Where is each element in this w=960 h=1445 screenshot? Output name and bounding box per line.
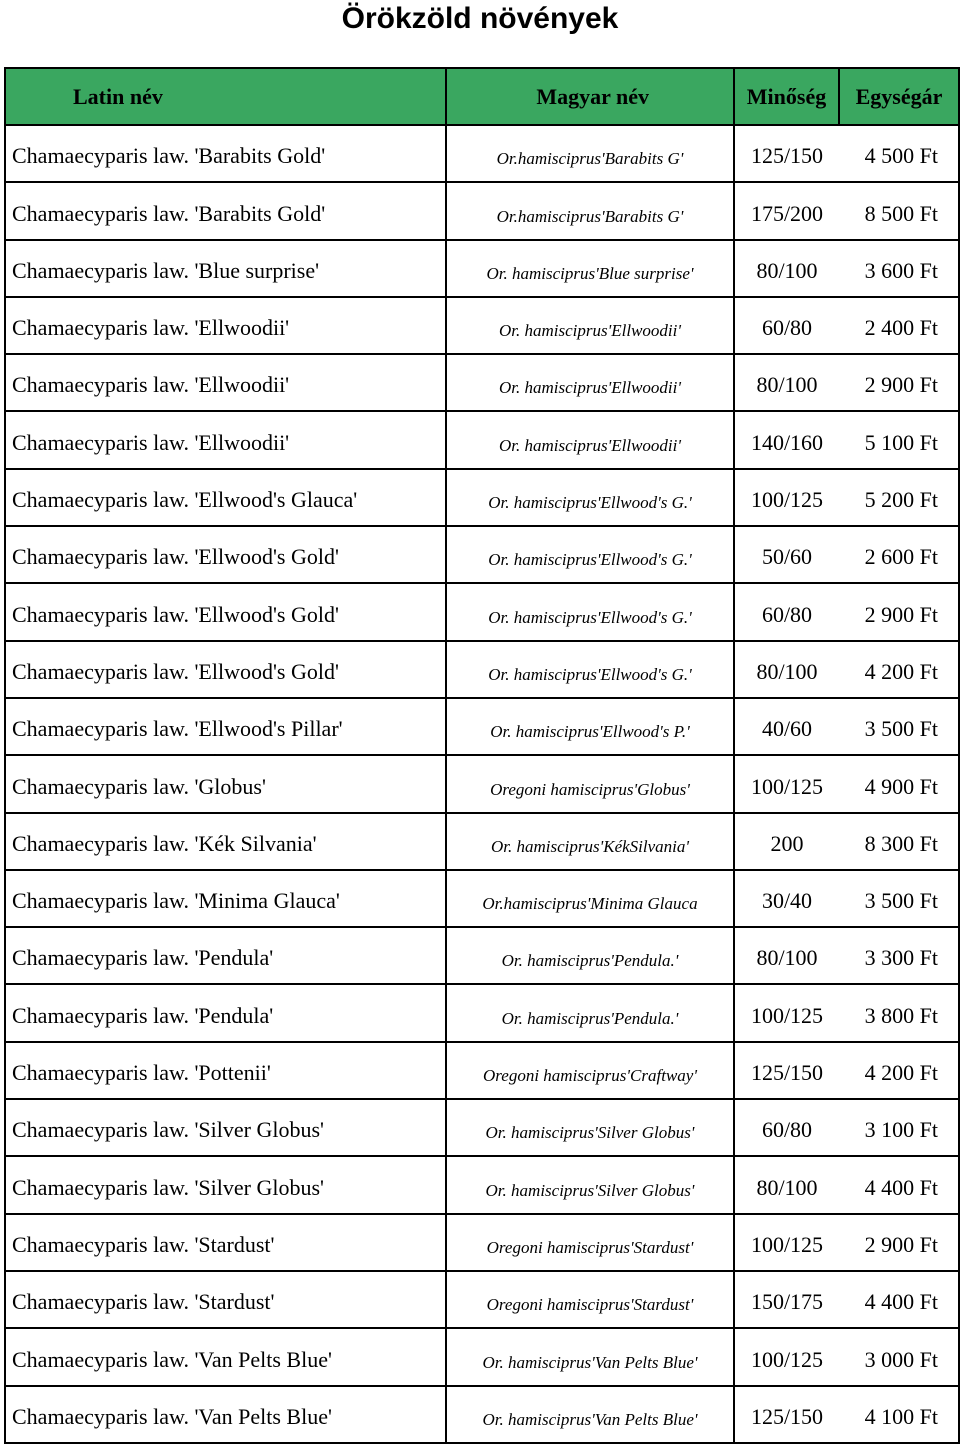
quality-cell: 80/100: [734, 240, 839, 297]
header-quality: Minőség: [734, 68, 839, 125]
latin-name-cell: Chamaecyparis law. 'Ellwood's Glauca': [5, 469, 446, 526]
hungarian-name-cell: Or. hamisciprus'Pendula.': [446, 984, 734, 1041]
hungarian-name-cell: Or. hamisciprus'Ellwoodii': [446, 411, 734, 468]
quality-cell: 100/125: [734, 1214, 839, 1271]
quality-cell: 175/200: [734, 182, 839, 239]
latin-name-cell: Chamaecyparis law. 'Ellwoodii': [5, 411, 446, 468]
hungarian-name-cell: Or. hamisciprus'KékSilvania': [446, 813, 734, 870]
hungarian-name-cell: Or.hamisciprus'Barabits G': [446, 182, 734, 239]
header-hungarian-name: Magyar név: [446, 68, 734, 125]
latin-name-cell: Chamaecyparis law. 'Ellwood's Pillar': [5, 698, 446, 755]
quality-cell: 40/60: [734, 698, 839, 755]
unit-price-cell: 3 500 Ft: [839, 698, 959, 755]
quality-cell: 50/60: [734, 526, 839, 583]
quality-cell: 125/150: [734, 1042, 839, 1099]
table-row: [5, 526, 959, 583]
latin-name-cell: Chamaecyparis law. 'Blue surprise': [5, 240, 446, 297]
table-row: [5, 755, 959, 812]
hungarian-name-cell: Or.hamisciprus'Minima Glauca: [446, 870, 734, 927]
quality-cell: 150/175: [734, 1271, 839, 1328]
hungarian-name-cell: Or. hamisciprus'Van Pelts Blue': [446, 1386, 734, 1443]
unit-price-cell: 4 200 Ft: [839, 1042, 959, 1099]
table-row: [5, 1099, 959, 1156]
hungarian-name-cell: Or. hamisciprus'Silver Globus': [446, 1099, 734, 1156]
hungarian-name-cell: Or. hamisciprus'Blue surprise': [446, 240, 734, 297]
hungarian-name-cell: Oregoni hamisciprus'Stardust': [446, 1271, 734, 1328]
table-row: [5, 1156, 959, 1213]
table-row: [5, 583, 959, 640]
latin-name-cell: Chamaecyparis law. 'Kék Silvania': [5, 813, 446, 870]
hungarian-name-cell: Or. hamisciprus'Pendula.': [446, 927, 734, 984]
latin-name-cell: Chamaecyparis law. 'Van Pelts Blue': [5, 1386, 446, 1443]
unit-price-cell: 8 500 Ft: [839, 182, 959, 239]
quality-cell: 80/100: [734, 927, 839, 984]
quality-cell: 60/80: [734, 297, 839, 354]
unit-price-cell: 4 400 Ft: [839, 1271, 959, 1328]
table-row: [5, 182, 959, 239]
quality-cell: 60/80: [734, 1099, 839, 1156]
latin-name-cell: Chamaecyparis law. 'Globus': [5, 755, 446, 812]
latin-name-cell: Chamaecyparis law. 'Ellwood's Gold': [5, 526, 446, 583]
latin-name-cell: Chamaecyparis law. 'Silver Globus': [5, 1099, 446, 1156]
table-row: [5, 927, 959, 984]
table-body: [5, 125, 959, 1443]
hungarian-name-cell: Or. hamisciprus'Van Pelts Blue': [446, 1328, 734, 1385]
table-row: [5, 641, 959, 698]
hungarian-name-cell: Or. hamisciprus'Silver Globus': [446, 1156, 734, 1213]
table-row: [5, 813, 959, 870]
unit-price-cell: 4 200 Ft: [839, 641, 959, 698]
quality-cell: 200: [734, 813, 839, 870]
latin-name-cell: Chamaecyparis law. 'Pendula': [5, 927, 446, 984]
unit-price-cell: 5 100 Ft: [839, 411, 959, 468]
table-row: [5, 240, 959, 297]
hungarian-name-cell: Or. hamisciprus'Ellwoodii': [446, 354, 734, 411]
table-row: [5, 984, 959, 1041]
quality-cell: 125/150: [734, 125, 839, 182]
latin-name-cell: Chamaecyparis law. 'Pottenii': [5, 1042, 446, 1099]
quality-cell: 100/125: [734, 984, 839, 1041]
quality-cell: 80/100: [734, 641, 839, 698]
unit-price-cell: 4 400 Ft: [839, 1156, 959, 1213]
hungarian-name-cell: Or. hamisciprus'Ellwood's G.': [446, 583, 734, 640]
latin-name-cell: Chamaecyparis law. 'Ellwoodii': [5, 297, 446, 354]
quality-cell: 80/100: [734, 1156, 839, 1213]
quality-cell: 30/40: [734, 870, 839, 927]
hungarian-name-cell: Or. hamisciprus'Ellwood's G.': [446, 641, 734, 698]
table-row: [5, 297, 959, 354]
unit-price-cell: 2 900 Ft: [839, 354, 959, 411]
table-row: [5, 411, 959, 468]
latin-name-cell: Chamaecyparis law. 'Ellwood's Gold': [5, 583, 446, 640]
header-latin-name: Latin név: [5, 68, 446, 125]
unit-price-cell: 3 100 Ft: [839, 1099, 959, 1156]
page-title-text: Örökzöld növények: [341, 2, 619, 35]
hungarian-name-cell: Oregoni hamisciprus'Globus': [446, 755, 734, 812]
hungarian-name-cell: Or. hamisciprus'Ellwood's G.': [446, 526, 734, 583]
hungarian-name-cell: Oregoni hamisciprus'Craftway': [446, 1042, 734, 1099]
hungarian-name-cell: Or. hamisciprus'Ellwood's G.': [446, 469, 734, 526]
unit-price-cell: 3 300 Ft: [839, 927, 959, 984]
hungarian-name-cell: Oregoni hamisciprus'Stardust': [446, 1214, 734, 1271]
unit-price-cell: 3 500 Ft: [839, 870, 959, 927]
page-title: [0, 0, 960, 40]
unit-price-cell: 2 600 Ft: [839, 526, 959, 583]
latin-name-cell: Chamaecyparis law. 'Van Pelts Blue': [5, 1328, 446, 1385]
unit-price-cell: 5 200 Ft: [839, 469, 959, 526]
latin-name-cell: Chamaecyparis law. 'Barabits Gold': [5, 182, 446, 239]
table-row: [5, 469, 959, 526]
unit-price-cell: 2 400 Ft: [839, 297, 959, 354]
quality-cell: 100/125: [734, 469, 839, 526]
price-table: [4, 67, 960, 1444]
header-unit-price: Egységár: [839, 68, 959, 125]
quality-cell: 100/125: [734, 1328, 839, 1385]
latin-name-cell: Chamaecyparis law. 'Ellwoodii': [5, 354, 446, 411]
latin-name-cell: Chamaecyparis law. 'Silver Globus': [5, 1156, 446, 1213]
unit-price-cell: 2 900 Ft: [839, 583, 959, 640]
table-row: [5, 1386, 959, 1443]
table-row: [5, 1271, 959, 1328]
quality-cell: 125/150: [734, 1386, 839, 1443]
latin-name-cell: Chamaecyparis law. 'Barabits Gold': [5, 125, 446, 182]
quality-cell: 80/100: [734, 354, 839, 411]
unit-price-cell: 3 600 Ft: [839, 240, 959, 297]
table-row: [5, 698, 959, 755]
table-row: [5, 1214, 959, 1271]
unit-price-cell: 4 500 Ft: [839, 125, 959, 182]
table-row: [5, 125, 959, 182]
header-row: [5, 68, 959, 125]
unit-price-cell: 2 900 Ft: [839, 1214, 959, 1271]
unit-price-cell: 8 300 Ft: [839, 813, 959, 870]
latin-name-cell: Chamaecyparis law. 'Pendula': [5, 984, 446, 1041]
latin-name-cell: Chamaecyparis law. 'Stardust': [5, 1214, 446, 1271]
latin-name-cell: Chamaecyparis law. 'Minima Glauca': [5, 870, 446, 927]
hungarian-name-cell: Or. hamisciprus'Ellwoodii': [446, 297, 734, 354]
unit-price-cell: 4 900 Ft: [839, 755, 959, 812]
unit-price-cell: 3 800 Ft: [839, 984, 959, 1041]
quality-cell: 60/80: [734, 583, 839, 640]
quality-cell: 140/160: [734, 411, 839, 468]
unit-price-cell: 4 100 Ft: [839, 1386, 959, 1443]
latin-name-cell: Chamaecyparis law. 'Stardust': [5, 1271, 446, 1328]
unit-price-cell: 3 000 Ft: [839, 1328, 959, 1385]
table-row: [5, 1042, 959, 1099]
table-row: [5, 354, 959, 411]
hungarian-name-cell: Or. hamisciprus'Ellwood's P.': [446, 698, 734, 755]
table-row: [5, 1328, 959, 1385]
hungarian-name-cell: Or.hamisciprus'Barabits G': [446, 125, 734, 182]
table-row: [5, 870, 959, 927]
latin-name-cell: Chamaecyparis law. 'Ellwood's Gold': [5, 641, 446, 698]
quality-cell: 100/125: [734, 755, 839, 812]
